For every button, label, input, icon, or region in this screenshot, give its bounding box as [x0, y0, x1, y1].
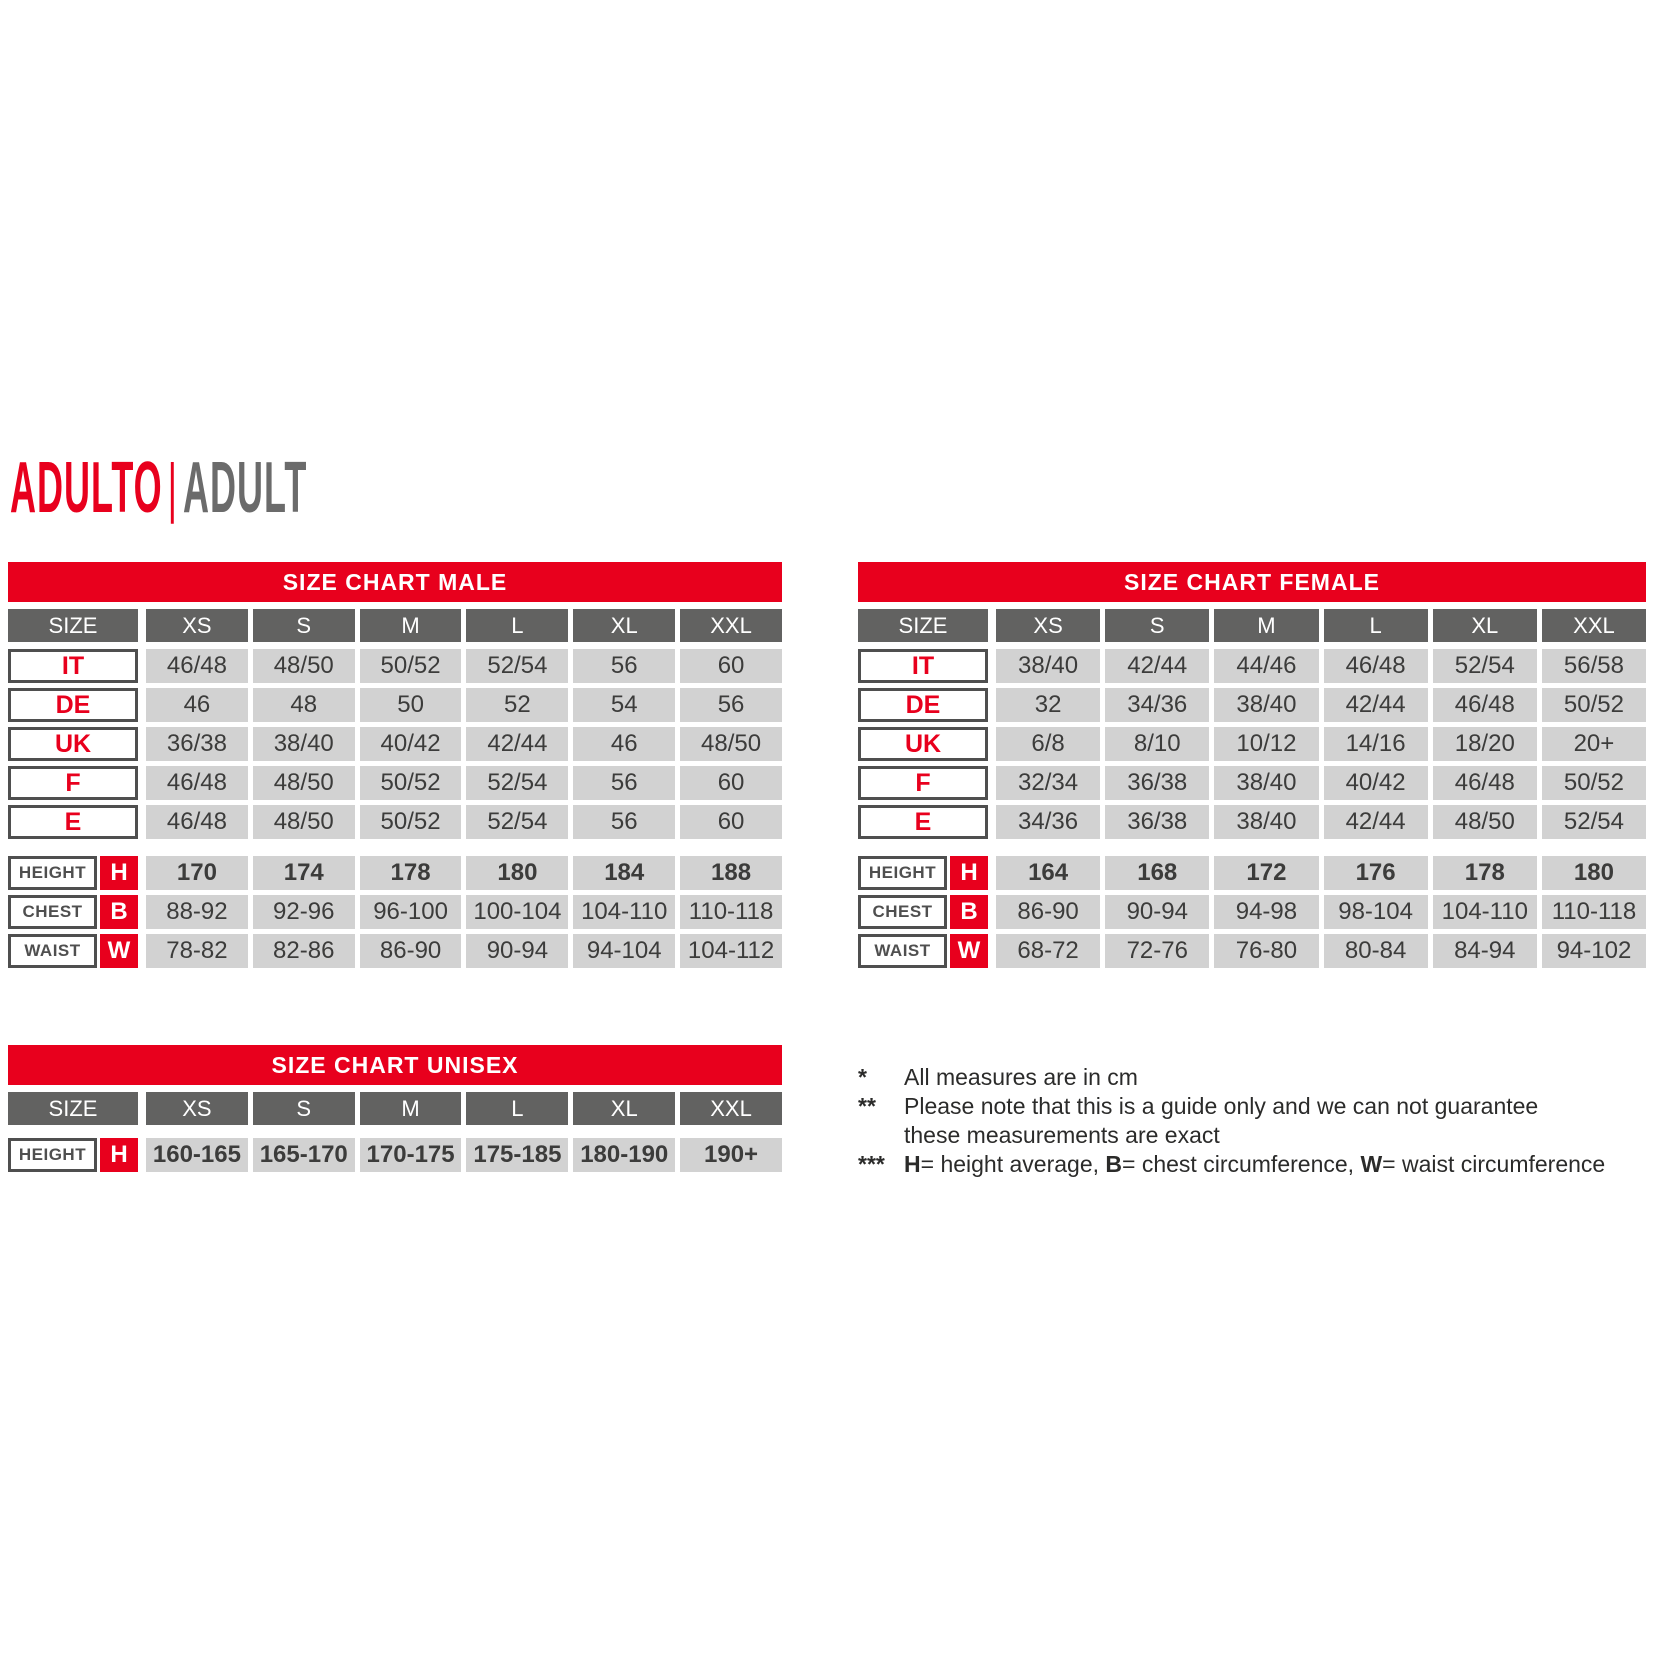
table-title: SIZE CHART FEMALE	[858, 562, 1646, 602]
row-label: DE	[905, 690, 941, 719]
size-column-header: SIZE	[8, 1092, 138, 1125]
column-header-cell: XS	[146, 1092, 248, 1125]
measure-label: WAIST	[24, 941, 81, 960]
row-label-box	[858, 688, 988, 722]
value-cell: 98-104	[1324, 895, 1428, 929]
value-cell: 165-170	[253, 1138, 355, 1172]
value-cell: 104-112	[680, 934, 782, 968]
value-cell: 94-104	[573, 934, 675, 968]
value-cell: 36/38	[1105, 766, 1209, 800]
table-title: SIZE CHART MALE	[8, 562, 782, 602]
value-cell: 104-110	[573, 895, 675, 929]
column-header-cell: XXL	[1542, 609, 1646, 642]
value-cell: 50/52	[360, 649, 462, 683]
footnote	[858, 1063, 1650, 1092]
column-header-cell: M	[360, 1092, 462, 1125]
value-cell: 50/52	[360, 805, 462, 839]
measure-label-box	[8, 934, 97, 968]
value-cell: 42/44	[1105, 649, 1209, 683]
value-cell: 48/50	[253, 766, 355, 800]
value-cell: 60	[680, 649, 782, 683]
value-cell: 72-76	[1105, 934, 1209, 968]
column-header-cell: XS	[996, 609, 1100, 642]
value-cell: 46/48	[1433, 766, 1537, 800]
title-separator: |	[167, 451, 179, 525]
value-cell: 46/48	[1433, 688, 1537, 722]
value-cell: 48/50	[253, 649, 355, 683]
row-label: IT	[911, 651, 935, 680]
value-cell: 46/48	[146, 766, 248, 800]
measure-label-box	[858, 934, 947, 968]
title-secondary: ADULT	[183, 448, 308, 528]
value-cell: 48	[253, 688, 355, 722]
value-cell: 92-96	[253, 895, 355, 929]
value-cell: 68-72	[996, 934, 1100, 968]
row-label: IT	[61, 651, 85, 680]
value-cell: 10/12	[1214, 727, 1318, 761]
column-header-cell: M	[1214, 609, 1318, 642]
size-column-header: SIZE	[858, 609, 988, 642]
value-cell: 50/52	[1542, 766, 1646, 800]
value-cell: 180-190	[573, 1138, 675, 1172]
value-cell: 46/48	[1324, 649, 1428, 683]
value-cell: 76-80	[1214, 934, 1318, 968]
row-label-box	[8, 727, 138, 761]
footnote-text: All measures are in cm	[904, 1064, 1138, 1090]
measure-label-box	[8, 895, 97, 929]
value-cell: 46	[573, 727, 675, 761]
footnote-text: Please note that this is a guide only and we can not guarantee these measurements are exact	[904, 1093, 1539, 1148]
column-header-row	[8, 1092, 782, 1125]
value-cell: 170	[146, 856, 248, 890]
measure-key-badge: B	[100, 895, 138, 929]
value-cell: 164	[996, 856, 1100, 890]
value-cell: 50/52	[1542, 688, 1646, 722]
measure-row	[8, 1138, 782, 1172]
size-row	[8, 727, 782, 761]
value-cell: 90-94	[466, 934, 568, 968]
column-header-cell: S	[1105, 609, 1209, 642]
value-cell: 168	[1105, 856, 1209, 890]
value-cell: 48/50	[253, 805, 355, 839]
value-cell: 54	[573, 688, 675, 722]
value-cell: 38/40	[253, 727, 355, 761]
row-label-box	[858, 766, 988, 800]
value-cell: 46/48	[146, 805, 248, 839]
value-cell: 36/38	[146, 727, 248, 761]
measure-row	[858, 934, 1646, 968]
row-label: E	[914, 807, 932, 836]
value-cell: 34/36	[1105, 688, 1209, 722]
row-label: UK	[904, 729, 942, 758]
value-cell: 180	[1542, 856, 1646, 890]
row-label-box	[858, 805, 988, 839]
size-row	[8, 649, 782, 683]
value-cell: 32	[996, 688, 1100, 722]
value-cell: 180	[466, 856, 568, 890]
value-cell: 80-84	[1324, 934, 1428, 968]
row-label: E	[64, 807, 82, 836]
measure-row	[858, 895, 1646, 929]
measure-label-box	[858, 895, 947, 929]
column-header-row	[858, 609, 1646, 642]
value-cell: 6/8	[996, 727, 1100, 761]
value-cell: 50	[360, 688, 462, 722]
value-cell: 60	[680, 805, 782, 839]
value-cell: 160-165	[146, 1138, 248, 1172]
value-cell: 174	[253, 856, 355, 890]
measure-key-badge: H	[100, 1138, 138, 1172]
value-cell: 46/48	[146, 649, 248, 683]
value-cell: 52/54	[1433, 649, 1537, 683]
column-header-cell: S	[253, 1092, 355, 1125]
value-cell: 48/50	[1433, 805, 1537, 839]
size-row	[858, 727, 1646, 761]
measure-label: CHEST	[22, 902, 83, 921]
column-header-cell: XL	[1433, 609, 1537, 642]
measure-label: CHEST	[872, 902, 933, 921]
value-cell: 90-94	[1105, 895, 1209, 929]
column-header-row	[8, 609, 782, 642]
column-header-cell: XL	[573, 1092, 675, 1125]
value-cell: 42/44	[466, 727, 568, 761]
size-row	[8, 688, 782, 722]
value-cell: 52/54	[1542, 805, 1646, 839]
row-label-box	[858, 727, 988, 761]
value-cell: 56	[573, 766, 675, 800]
value-cell: 188	[680, 856, 782, 890]
footnote-marker: ***	[858, 1151, 885, 1177]
measure-row	[8, 856, 782, 890]
page-title	[10, 448, 308, 528]
size-column-header: SIZE	[8, 609, 138, 642]
measure-key-badge: H	[950, 856, 988, 890]
value-cell: 20+	[1542, 727, 1646, 761]
row-label-box	[8, 688, 138, 722]
value-cell: 38/40	[1214, 688, 1318, 722]
value-cell: 38/40	[1214, 766, 1318, 800]
size-row	[8, 805, 782, 839]
value-cell: 42/44	[1324, 805, 1428, 839]
size-chart-male-table	[8, 562, 782, 968]
value-cell: 32/34	[996, 766, 1100, 800]
row-label-box	[858, 649, 988, 683]
size-row	[8, 766, 782, 800]
row-label: UK	[54, 729, 92, 758]
value-cell: 52	[466, 688, 568, 722]
footnotes	[858, 1063, 1650, 1179]
column-header-cell: L	[466, 609, 568, 642]
measure-key-badge: W	[100, 934, 138, 968]
measure-label: HEIGHT	[18, 863, 87, 882]
table-title: SIZE CHART UNISEX	[8, 1045, 782, 1085]
column-header-cell: S	[253, 609, 355, 642]
value-cell: 8/10	[1105, 727, 1209, 761]
footnote	[858, 1150, 1650, 1179]
value-cell: 178	[1433, 856, 1537, 890]
value-cell: 82-86	[253, 934, 355, 968]
value-cell: 52/54	[466, 766, 568, 800]
value-cell: 60	[680, 766, 782, 800]
value-cell: 94-102	[1542, 934, 1646, 968]
measure-label-box	[858, 856, 947, 890]
value-cell: 94-98	[1214, 895, 1318, 929]
value-cell: 100-104	[466, 895, 568, 929]
row-label: F	[65, 768, 81, 797]
size-chart-female-table	[858, 562, 1646, 968]
footnote	[858, 1092, 1650, 1150]
value-cell: 84-94	[1433, 934, 1537, 968]
value-cell: 96-100	[360, 895, 462, 929]
value-cell: 46	[146, 688, 248, 722]
column-header-cell: XXL	[680, 609, 782, 642]
value-cell: 56	[573, 805, 675, 839]
row-label: F	[915, 768, 931, 797]
value-cell: 40/42	[360, 727, 462, 761]
value-cell: 38/40	[1214, 805, 1318, 839]
column-header-cell: XXL	[680, 1092, 782, 1125]
measure-label: HEIGHT	[868, 863, 937, 882]
value-cell: 48/50	[680, 727, 782, 761]
value-cell: 56	[680, 688, 782, 722]
value-cell: 176	[1324, 856, 1428, 890]
value-cell: 44/46	[1214, 649, 1318, 683]
value-cell: 34/36	[996, 805, 1100, 839]
value-cell: 110-118	[1542, 895, 1646, 929]
measure-key-badge: W	[950, 934, 988, 968]
measure-label-box	[8, 1138, 97, 1172]
value-cell: 86-90	[360, 934, 462, 968]
size-row	[858, 766, 1646, 800]
value-cell: 56	[573, 649, 675, 683]
size-row	[858, 649, 1646, 683]
value-cell: 110-118	[680, 895, 782, 929]
row-label-box	[8, 649, 138, 683]
value-cell: 18/20	[1433, 727, 1537, 761]
measure-row	[8, 934, 782, 968]
footnote-text: H= height average, B= chest circumference, W= waist circumference	[904, 1151, 1606, 1177]
value-cell: 52/54	[466, 649, 568, 683]
measure-key-badge: H	[100, 856, 138, 890]
value-cell: 78-82	[146, 934, 248, 968]
size-row	[858, 688, 1646, 722]
measure-label: WAIST	[874, 941, 931, 960]
value-cell: 40/42	[1324, 766, 1428, 800]
title-primary: ADULTO	[10, 448, 163, 528]
value-cell: 38/40	[996, 649, 1100, 683]
measure-label-box	[8, 856, 97, 890]
size-chart-unisex-table	[8, 1045, 782, 1172]
value-cell: 184	[573, 856, 675, 890]
value-cell: 42/44	[1324, 688, 1428, 722]
value-cell: 88-92	[146, 895, 248, 929]
value-cell: 50/52	[360, 766, 462, 800]
value-cell: 190+	[680, 1138, 782, 1172]
column-header-cell: L	[466, 1092, 568, 1125]
footnote-marker: **	[858, 1093, 876, 1119]
value-cell: 86-90	[996, 895, 1100, 929]
column-header-cell: XL	[573, 609, 675, 642]
column-header-cell: L	[1324, 609, 1428, 642]
measure-key-badge: B	[950, 895, 988, 929]
value-cell: 36/38	[1105, 805, 1209, 839]
row-label-box	[8, 805, 138, 839]
measure-row	[8, 895, 782, 929]
value-cell: 172	[1214, 856, 1318, 890]
value-cell: 175-185	[466, 1138, 568, 1172]
value-cell: 104-110	[1433, 895, 1537, 929]
measure-row	[858, 856, 1646, 890]
value-cell: 56/58	[1542, 649, 1646, 683]
value-cell: 170-175	[360, 1138, 462, 1172]
measure-label: HEIGHT	[18, 1145, 87, 1164]
row-label: DE	[55, 690, 91, 719]
column-header-cell: XS	[146, 609, 248, 642]
row-label-box	[8, 766, 138, 800]
footnote-marker: *	[858, 1064, 867, 1090]
value-cell: 14/16	[1324, 727, 1428, 761]
value-cell: 178	[360, 856, 462, 890]
size-row	[858, 805, 1646, 839]
column-header-cell: M	[360, 609, 462, 642]
value-cell: 52/54	[466, 805, 568, 839]
